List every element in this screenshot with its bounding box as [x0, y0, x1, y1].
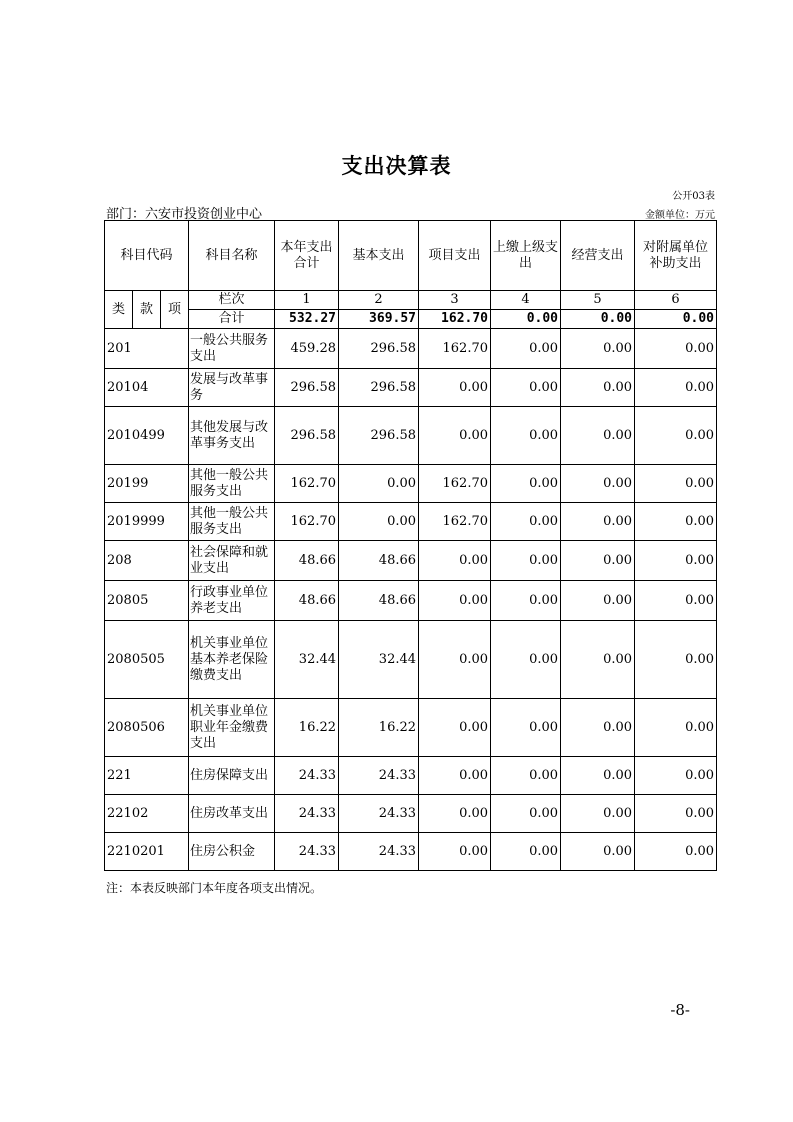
row-code: 201: [105, 329, 189, 369]
column-number-row: [105, 291, 717, 310]
row-value: 0.00: [491, 795, 561, 833]
row-value: 32.44: [339, 621, 419, 699]
row-value: 0.00: [491, 581, 561, 621]
row-value: 0.00: [635, 503, 717, 541]
table-row: [105, 407, 717, 465]
row-value: 16.22: [339, 699, 419, 757]
expenditure-table: [104, 220, 717, 871]
row-value: 0.00: [635, 581, 717, 621]
row-value: 0.00: [491, 833, 561, 871]
row-value: 0.00: [491, 621, 561, 699]
col-number: 3: [419, 291, 491, 310]
header-operation: 经营支出: [561, 221, 635, 291]
header-row: [105, 221, 717, 291]
col-number: 2: [339, 291, 419, 310]
row-code: 20104: [105, 369, 189, 407]
row-code: 2010499: [105, 407, 189, 465]
header-lei: 类: [105, 291, 133, 329]
row-code: 2019999: [105, 503, 189, 541]
table-row: [105, 369, 717, 407]
row-value: 0.00: [419, 581, 491, 621]
row-value: 162.70: [419, 465, 491, 503]
row-value: 296.58: [339, 407, 419, 465]
row-value: 0.00: [419, 757, 491, 795]
row-value: 296.58: [275, 407, 339, 465]
row-value: 0.00: [561, 465, 635, 503]
row-name: 发展与改革事务: [189, 369, 275, 407]
row-value: 296.58: [275, 369, 339, 407]
row-code: 2210201: [105, 833, 189, 871]
table-row: [105, 621, 717, 699]
header-xiang: 项: [161, 291, 189, 329]
row-code: 20805: [105, 581, 189, 621]
row-value: 0.00: [491, 757, 561, 795]
row-name: 行政事业单位养老支出: [189, 581, 275, 621]
header-upper: 上缴上级支出: [491, 221, 561, 291]
row-value: 0.00: [339, 465, 419, 503]
row-value: 0.00: [491, 699, 561, 757]
row-value: 0.00: [491, 369, 561, 407]
row-value: 0.00: [635, 407, 717, 465]
row-value: 0.00: [635, 757, 717, 795]
row-value: 0.00: [635, 329, 717, 369]
row-value: 0.00: [561, 407, 635, 465]
row-value: 0.00: [635, 699, 717, 757]
row-value: 0.00: [635, 795, 717, 833]
table-row: [105, 503, 717, 541]
row-value: 0.00: [419, 833, 491, 871]
row-value: 0.00: [419, 541, 491, 581]
table-row: [105, 581, 717, 621]
row-value: 296.58: [339, 329, 419, 369]
col-number: 4: [491, 291, 561, 310]
col-number: 1: [275, 291, 339, 310]
row-value: 24.33: [275, 757, 339, 795]
row-name: 机关事业单位基本养老保险缴费支出: [189, 621, 275, 699]
row-value: 0.00: [419, 369, 491, 407]
row-value: 0.00: [491, 329, 561, 369]
row-value: 296.58: [339, 369, 419, 407]
header-code: 科目代码: [105, 221, 189, 291]
total-value: 162.70: [419, 310, 491, 329]
row-value: 0.00: [635, 465, 717, 503]
row-value: 0.00: [561, 369, 635, 407]
page-number: -8-: [670, 1001, 690, 1019]
row-name: 住房公积金: [189, 833, 275, 871]
row-code: 20199: [105, 465, 189, 503]
row-value: 0.00: [561, 757, 635, 795]
row-value: 24.33: [275, 833, 339, 871]
amount-unit-label: 金额单位：万元: [645, 210, 715, 221]
row-value: 162.70: [419, 503, 491, 541]
row-value: 0.00: [491, 407, 561, 465]
row-value: 32.44: [275, 621, 339, 699]
row-name: 住房保障支出: [189, 757, 275, 795]
row-value: 24.33: [339, 795, 419, 833]
header-project: 项目支出: [419, 221, 491, 291]
row-value: 162.70: [275, 465, 339, 503]
table-row: [105, 465, 717, 503]
row-value: 0.00: [635, 369, 717, 407]
row-value: 0.00: [561, 795, 635, 833]
row-value: 24.33: [339, 833, 419, 871]
row-value: 0.00: [561, 541, 635, 581]
row-name: 其他一般公共服务支出: [189, 465, 275, 503]
header-name: 科目名称: [189, 221, 275, 291]
row-value: 16.22: [275, 699, 339, 757]
row-code: 208: [105, 541, 189, 581]
row-value: 0.00: [561, 329, 635, 369]
header-lanci: 栏次: [189, 291, 275, 310]
total-value: 0.00: [491, 310, 561, 329]
row-value: 0.00: [635, 833, 717, 871]
page-title: 支出决算表: [341, 153, 452, 178]
header-kuan: 款: [133, 291, 161, 329]
row-value: 0.00: [561, 699, 635, 757]
row-code: 221: [105, 757, 189, 795]
row-name: 其他发展与改革事务支出: [189, 407, 275, 465]
row-value: 0.00: [491, 541, 561, 581]
total-value: 369.57: [339, 310, 419, 329]
row-value: 459.28: [275, 329, 339, 369]
row-code: 22102: [105, 795, 189, 833]
header-basic: 基本支出: [339, 221, 419, 291]
total-label: 合计: [189, 310, 275, 329]
table-row: [105, 757, 717, 795]
row-value: 0.00: [635, 621, 717, 699]
row-value: 48.66: [275, 541, 339, 581]
row-value: 162.70: [419, 329, 491, 369]
total-value: 0.00: [561, 310, 635, 329]
table-row: [105, 795, 717, 833]
row-value: 0.00: [419, 407, 491, 465]
row-name: 一般公共服务支出: [189, 329, 275, 369]
row-value: 24.33: [339, 757, 419, 795]
row-value: 0.00: [491, 503, 561, 541]
row-name: 社会保障和就业支出: [189, 541, 275, 581]
row-value: 48.66: [275, 581, 339, 621]
header-total: 本年支出合计: [275, 221, 339, 291]
table-row: [105, 833, 717, 871]
row-value: 24.33: [275, 795, 339, 833]
col-number: 5: [561, 291, 635, 310]
row-value: 0.00: [419, 699, 491, 757]
row-value: 0.00: [491, 465, 561, 503]
row-name: 其他一般公共服务支出: [189, 503, 275, 541]
row-code: 2080505: [105, 621, 189, 699]
row-name: 住房改革支出: [189, 795, 275, 833]
row-value: 0.00: [561, 833, 635, 871]
department-label: 部门：六安市投资创业中心: [106, 207, 263, 222]
row-value: 48.66: [339, 581, 419, 621]
header-subsidy: 对附属单位补助支出: [635, 221, 717, 291]
row-value: 162.70: [275, 503, 339, 541]
footnote: 注：本表反映部门本年度各项支出情况。: [106, 881, 323, 895]
row-code: 2080506: [105, 699, 189, 757]
row-value: 0.00: [419, 621, 491, 699]
row-value: 0.00: [339, 503, 419, 541]
row-value: 0.00: [561, 503, 635, 541]
row-value: 0.00: [561, 621, 635, 699]
total-row: [105, 310, 717, 329]
row-name: 机关事业单位职业年金缴费支出: [189, 699, 275, 757]
row-value: 0.00: [635, 541, 717, 581]
total-value: 532.27: [275, 310, 339, 329]
row-value: 0.00: [561, 581, 635, 621]
row-value: 0.00: [419, 795, 491, 833]
col-number: 6: [635, 291, 717, 310]
table-row: [105, 699, 717, 757]
table-row: [105, 329, 717, 369]
table-row: [105, 541, 717, 581]
row-value: 48.66: [339, 541, 419, 581]
form-code: 公开03表: [672, 191, 715, 202]
total-value: 0.00: [635, 310, 717, 329]
